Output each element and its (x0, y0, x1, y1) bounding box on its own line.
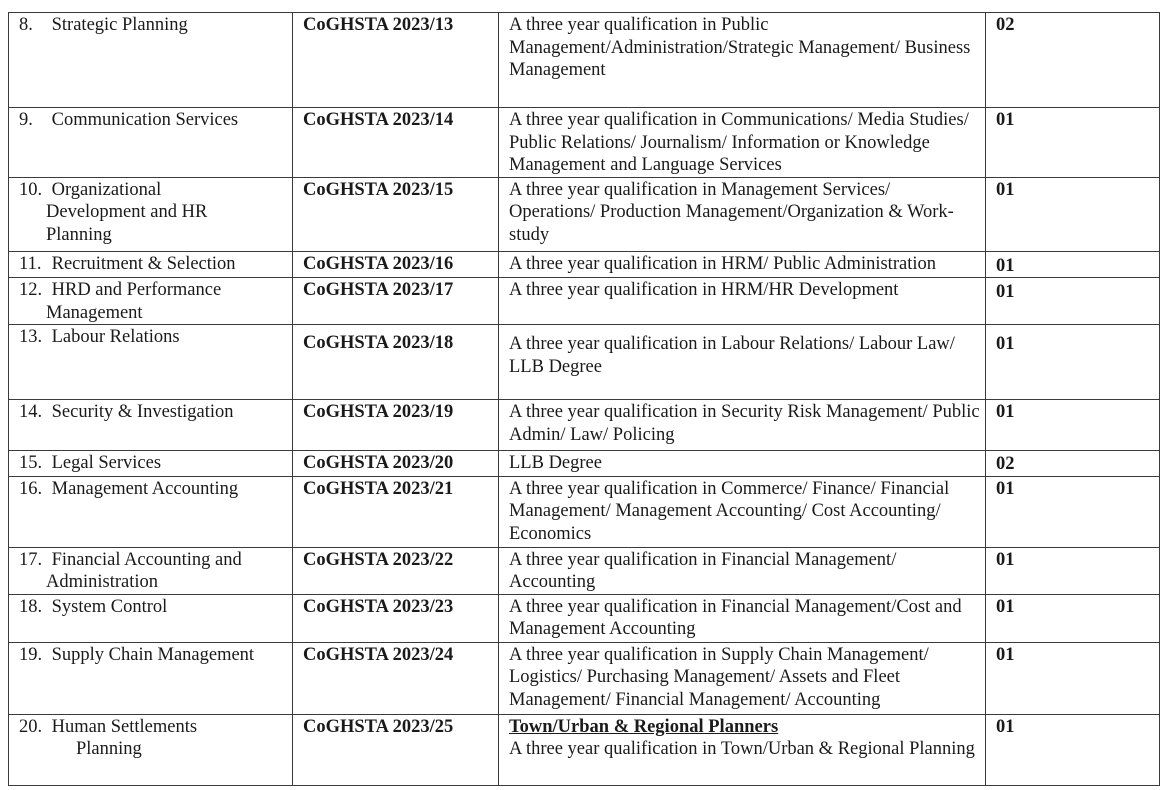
qualification-heading: Town/Urban & Regional Planners (509, 716, 779, 737)
reference-number: CoGHSTA 2023/24 (293, 642, 499, 714)
reference-number: CoGHSTA 2023/16 (293, 251, 499, 278)
post-name: HRD and Performance (51, 280, 222, 300)
table-row (9, 13, 1160, 108)
reference-number: CoGHSTA 2023/23 (293, 594, 499, 642)
post-name-line-2: Management (46, 302, 143, 323)
table-row (9, 547, 1160, 594)
row-number: 8. (19, 15, 33, 35)
qualification: A three year qualification in HRM/HR Development (499, 278, 986, 325)
table-row (9, 642, 1160, 714)
post-name-cell (9, 594, 293, 642)
post-name-cell (9, 325, 293, 400)
row-number: 16. (19, 478, 43, 499)
post-name: Human Settlements (51, 716, 198, 737)
reference-number: CoGHSTA 2023/13 (293, 13, 499, 108)
qualification: A three year qualification in Labour Relations/ Labour Law/ LLB Degree (499, 325, 986, 400)
row-number: 14. (19, 402, 43, 422)
reference-number: CoGHSTA 2023/14 (293, 108, 499, 178)
row-number: 20. (19, 716, 43, 737)
qualification: A three year qualification in HRM/ Public Administration (499, 251, 986, 278)
reference-number: CoGHSTA 2023/20 (293, 451, 499, 477)
table-row (9, 476, 1160, 547)
number-of-posts: 02 (986, 13, 1160, 108)
post-name-line-2: Administration (46, 572, 159, 592)
row-number: 10. (19, 179, 43, 200)
reference-number: CoGHSTA 2023/25 (293, 714, 499, 785)
number-of-posts: 01 (986, 642, 1160, 714)
post-name: Security & Investigation (51, 402, 234, 422)
post-name-cell (9, 251, 293, 278)
reference-number: CoGHSTA 2023/15 (293, 177, 499, 251)
post-name: Recruitment & Selection (51, 253, 236, 274)
post-name-line-2: Planning (76, 739, 142, 759)
table-row (9, 325, 1160, 400)
row-number: 11. (19, 253, 42, 274)
reference-number: CoGHSTA 2023/19 (293, 400, 499, 451)
table-row (9, 278, 1160, 325)
table-row (9, 400, 1160, 451)
table-row (9, 451, 1160, 477)
post-name: Financial Accounting and (51, 549, 242, 570)
post-name-cell (9, 714, 293, 785)
qualification: A three year qualification in Financial Management/ Accounting (499, 547, 986, 594)
post-name: Communication Services (51, 110, 239, 130)
post-name-cell (9, 400, 293, 451)
number-of-posts: 01 (986, 177, 1160, 251)
qualification: A three year qualification in Town/Urban & Regional Planning (509, 739, 975, 759)
reference-number: CoGHSTA 2023/18 (293, 325, 499, 400)
qualification: A three year qualification in Financial Management/Cost and Management Accounting (499, 594, 986, 642)
post-name-cell (9, 642, 293, 714)
post-name-cell (9, 476, 293, 547)
row-number: 12. (19, 280, 43, 300)
qualification: A three year qualification in Security Risk Management/ Public Admin/ Law/ Policing (499, 400, 986, 451)
post-name: Labour Relations (51, 327, 180, 347)
number-of-posts: 01 (986, 251, 1160, 278)
qualification-cell (499, 714, 986, 785)
table-row (9, 251, 1160, 278)
number-of-posts: 01 (986, 278, 1160, 325)
post-name: Organizational (51, 179, 162, 200)
number-of-posts: 01 (986, 325, 1160, 400)
post-name-line-2: Development and HR (46, 202, 208, 222)
table-row (9, 594, 1160, 642)
row-number: 17. (19, 549, 43, 570)
qualification: A three year qualification in Supply Chain Management/ Logistics/ Purchasing Management/ Assets and Fleet Management/ Financial Management/ Accounting (499, 642, 986, 714)
table-row (9, 714, 1160, 785)
row-number: 13. (19, 327, 43, 347)
post-name-cell (9, 278, 293, 325)
post-name: Supply Chain Management (51, 644, 255, 665)
vacancies-table-body (9, 13, 1160, 786)
reference-number: CoGHSTA 2023/17 (293, 278, 499, 325)
number-of-posts: 01 (986, 714, 1160, 785)
number-of-posts: 01 (986, 594, 1160, 642)
post-name-cell (9, 451, 293, 477)
number-of-posts: 01 (986, 547, 1160, 594)
vacancies-table (8, 12, 1160, 786)
post-name: Strategic Planning (51, 15, 188, 35)
number-of-posts: 01 (986, 400, 1160, 451)
post-name-cell (9, 108, 293, 178)
post-name-cell (9, 547, 293, 594)
reference-number: CoGHSTA 2023/22 (293, 547, 499, 594)
post-name-cell (9, 177, 293, 251)
table-row (9, 177, 1160, 251)
number-of-posts: 01 (986, 476, 1160, 547)
post-name-cell (9, 13, 293, 108)
reference-number: CoGHSTA 2023/21 (293, 476, 499, 547)
row-number: 19. (19, 644, 43, 665)
post-name: System Control (51, 596, 168, 617)
table-row (9, 108, 1160, 178)
number-of-posts: 01 (986, 108, 1160, 178)
qualification: LLB Degree (499, 451, 986, 477)
row-number: 15. (19, 453, 43, 473)
qualification: A three year qualification in Management Services/ Operations/ Production Management/Organization & Work-study (499, 177, 986, 251)
qualification: A three year qualification in Communications/ Media Studies/ Public Relations/ Journalism/ Information or Knowledge Management and Language Services (499, 108, 986, 178)
post-name: Management Accounting (51, 478, 239, 499)
number-of-posts: 02 (986, 451, 1160, 477)
post-name: Legal Services (51, 453, 162, 473)
post-name-line-3: Planning (46, 224, 112, 245)
qualification: A three year qualification in Public Management/Administration/Strategic Management/ Business Management (499, 13, 986, 108)
qualification: A three year qualification in Commerce/ Finance/ Financial Management/ Management Accounting/ Cost Accounting/ Economics (499, 476, 986, 547)
row-number: 9. (19, 110, 33, 130)
row-number: 18. (19, 596, 43, 617)
